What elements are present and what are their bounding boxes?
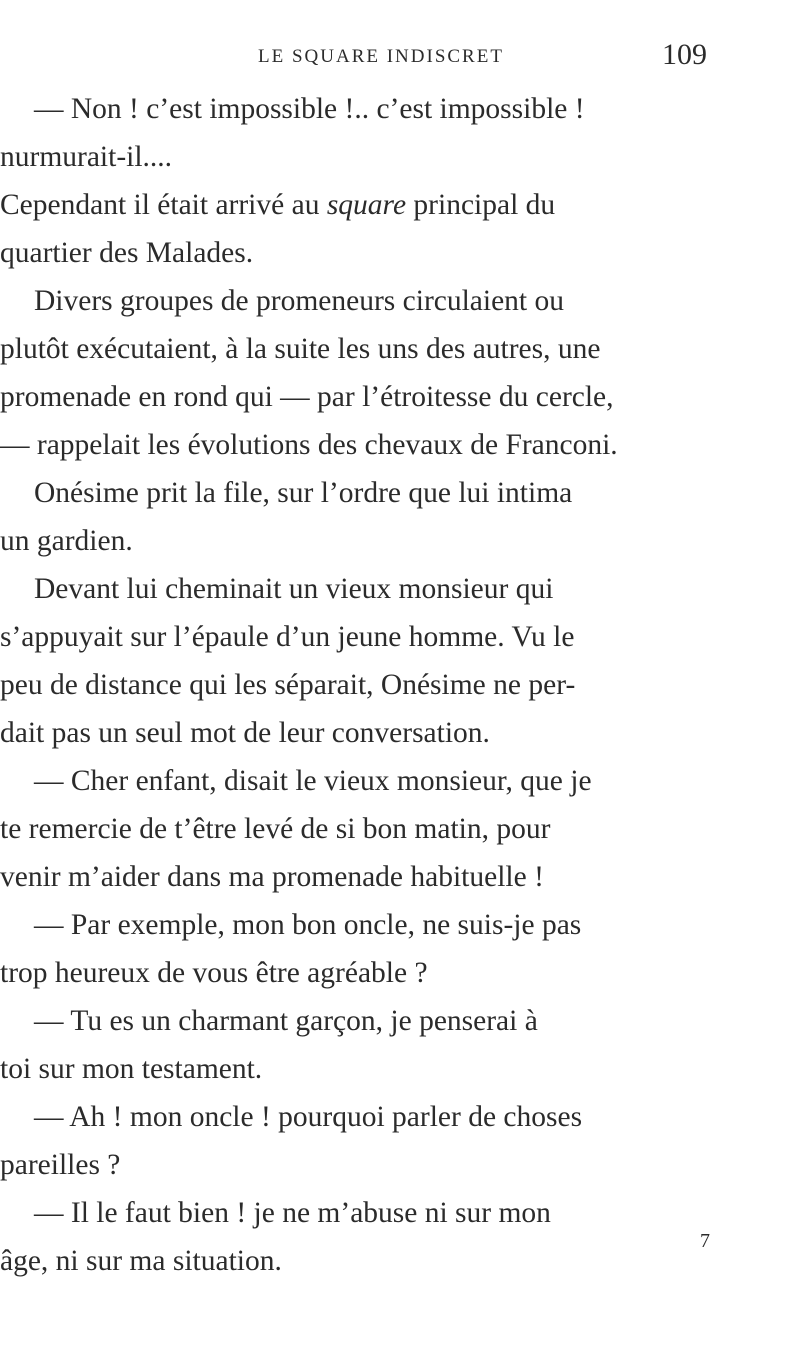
signature-mark: 7 xyxy=(700,1230,710,1252)
text-line: toi sur mon testament. xyxy=(0,1053,263,1085)
text-line: — rappelait les évolutions des chevaux de Franconi. xyxy=(0,429,618,461)
text-line: Onésime prit la file, sur l’ordre que lui intima xyxy=(34,477,573,509)
text-line: — Il le faut bien ! je ne m’abuse ni sur mon xyxy=(34,1197,551,1229)
text-line: trop heureux de vous être agréable ? xyxy=(0,957,428,989)
text-line: — Ah ! mon oncle ! pourquoi parler de choses xyxy=(34,1101,583,1133)
text-line: nurmurait-il.... xyxy=(0,141,173,173)
text-line: plutôt exécutaient, à la suite les uns des autres, une xyxy=(0,333,601,365)
text-line: un gardien. xyxy=(0,525,133,557)
text-line: dait pas un seul mot de leur conversation. xyxy=(0,717,490,749)
text-line: — Cher enfant, disait le vieux monsieur, que je xyxy=(34,765,592,797)
text-line: — Non ! c’est impossible !.. c’est impossible ! xyxy=(34,93,585,125)
text-line: — Par exemple, mon bon oncle, ne suis-je pas xyxy=(34,909,582,941)
page-header xyxy=(0,38,800,78)
running-title: LE SQUARE INDISCRET xyxy=(258,46,504,67)
text-line: pareilles ? xyxy=(0,1149,121,1181)
text-line: Divers groupes de promeneurs circulaient ou xyxy=(34,285,565,317)
text-line: peu de distance qui les séparait, Onésime ne per- xyxy=(0,669,576,701)
text-line: s’appuyait sur l’épaule d’un jeune homme. Vu le xyxy=(0,621,575,653)
text-line: te remercie de t’être levé de si bon matin, pour xyxy=(0,813,551,845)
text-line: Cependant il était arrivé au square principal du xyxy=(0,189,556,221)
text-line: quartier des Malades. xyxy=(0,237,254,269)
text-line: âge, ni sur ma situation. xyxy=(0,1245,282,1277)
italic-word: square xyxy=(326,189,407,221)
text-line: promenade en rond qui — par l’étroitesse du cercle, xyxy=(0,381,614,413)
text-line: venir m’aider dans ma promenade habituelle ! xyxy=(0,861,544,893)
page-number: 109 xyxy=(662,38,707,71)
text-line: Devant lui cheminait un vieux monsieur qui xyxy=(34,573,554,605)
text-line: — Tu es un charmant garçon, je penserai à xyxy=(34,1005,538,1037)
